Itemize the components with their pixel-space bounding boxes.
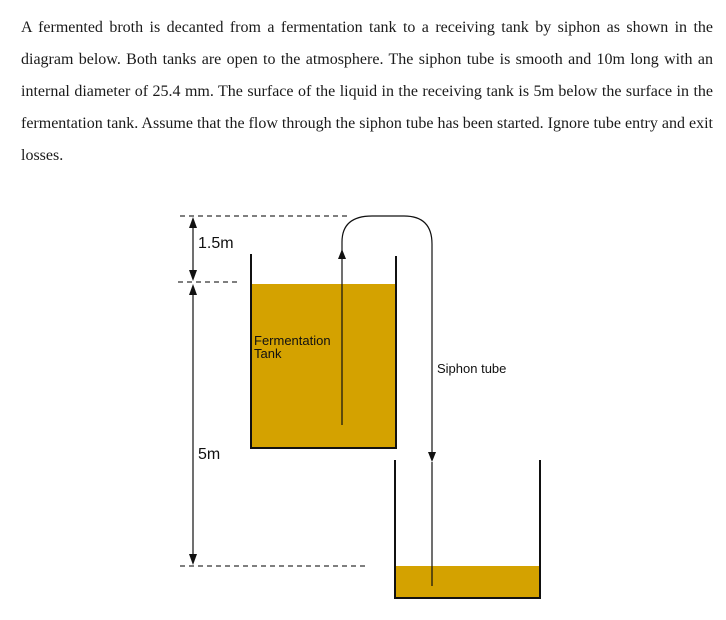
receiving-tank-liquid — [396, 566, 540, 597]
fermentation-tank-label: Fermentation — [254, 333, 331, 348]
flow-arrow-down — [428, 452, 436, 462]
dimension-arrow-bottom-up — [189, 284, 197, 295]
fermentation-tank-label-line2: Tank — [254, 346, 282, 361]
siphon-tube-label: Siphon tube — [437, 361, 507, 376]
dimension-arrow-bottom-down — [189, 554, 197, 565]
flow-arrow-up — [338, 249, 346, 259]
dimension-label-top: 1.5m — [198, 235, 234, 252]
dimension-arrow-top-up — [189, 217, 197, 228]
dimension-label-bottom: 5m — [198, 446, 221, 463]
problem-statement: A fermented broth is decanted from a fermentation tank to a receiving tank by siphon as shown in the diagram below. Both tanks are open to the atmosphere. The siphon tube is smooth and 10m long with an internal diameter of 25.4 mm. The surface of the liquid in the receiving tank is 5m below the surface in the fermentation tank. Assume that the flow through the siphon tube has been started. Ignore tube entry and exit losses. — [21, 19, 713, 164]
fermentation-tank-liquid — [251, 284, 396, 448]
dimension-arrow-top-down — [189, 270, 197, 281]
